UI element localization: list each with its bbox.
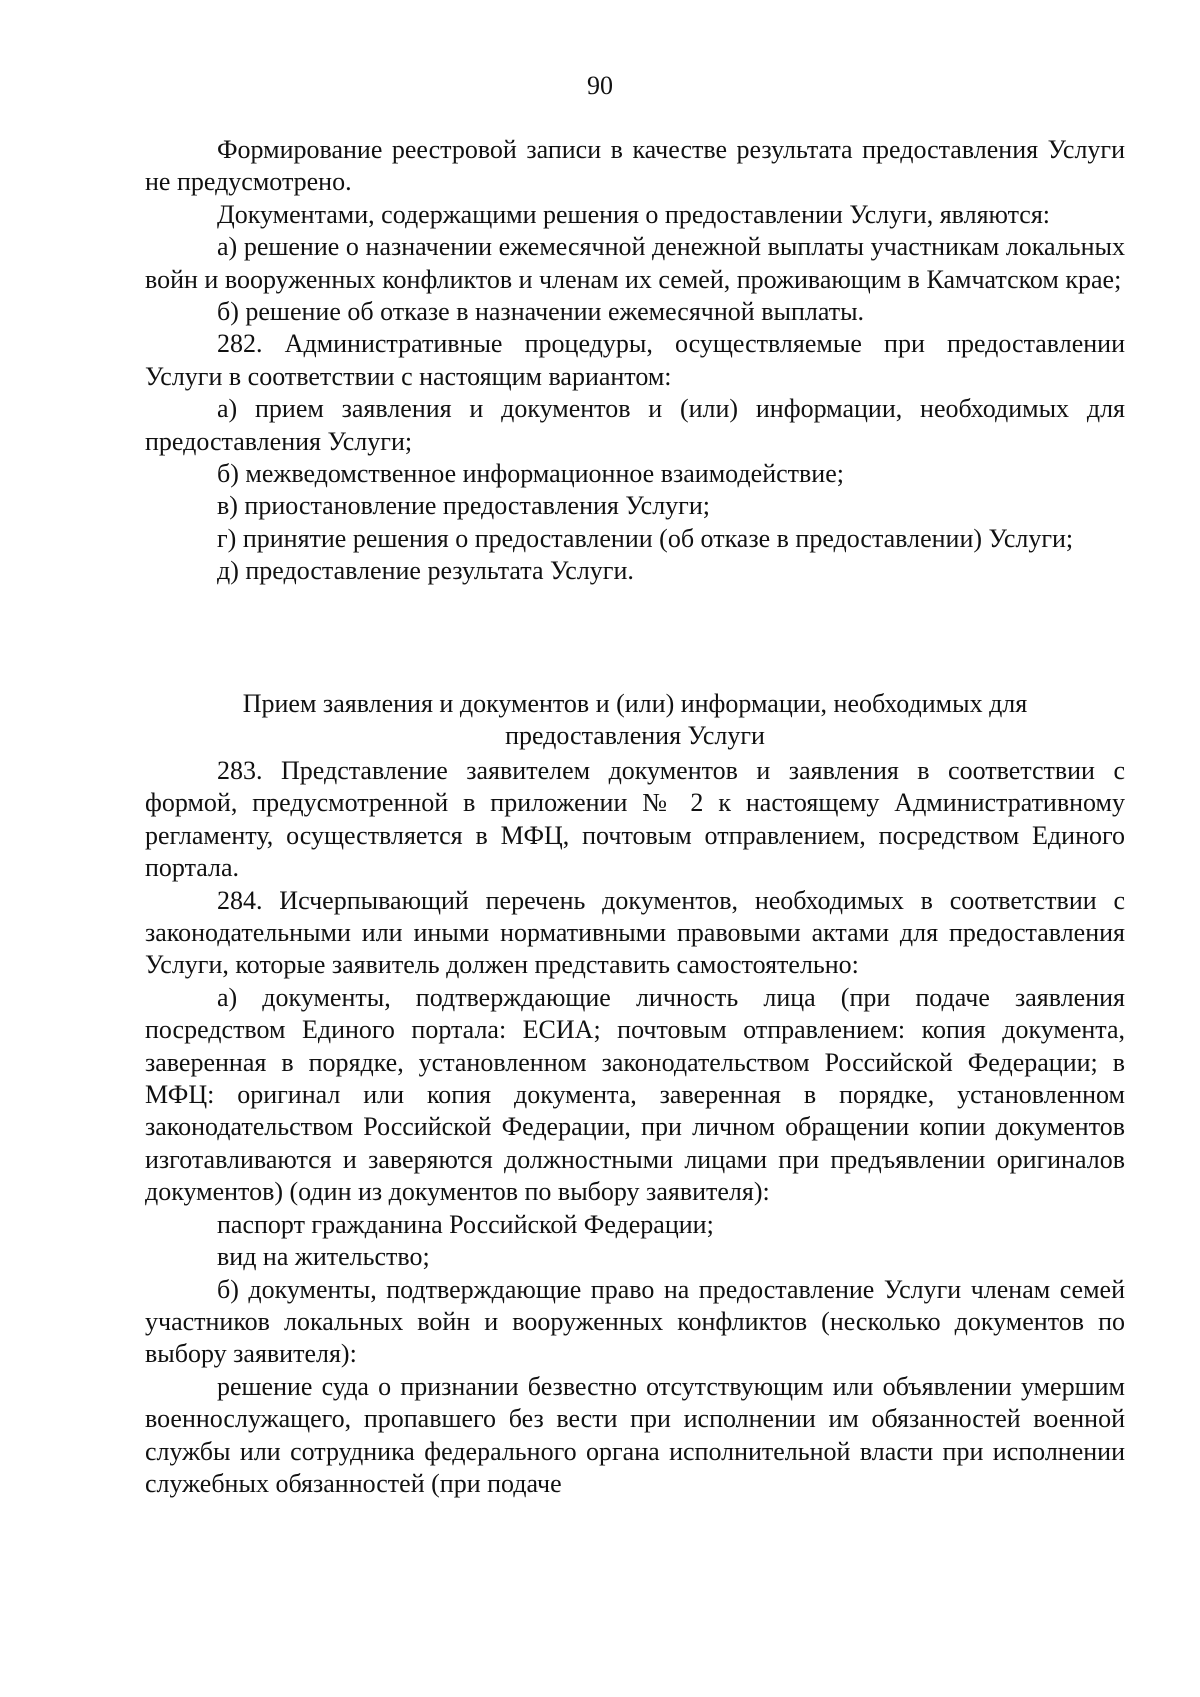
paragraph-282: 282. Административные процедуры, осуществляемые при предоставлении Услуги в соответствии с настоящим вариантом:: [145, 329, 1125, 391]
paragraph-284-item-a: а) документы, подтверждающие личность лица (при подаче заявления посредством Единого портала: ЕСИА; почтовым отправлением: копия документа, заверенная в порядке, установленном законодательством Российской Федерации; в МФЦ: оригинал или копия документа, заверенная в порядке, установленном законодательством Российской Федерации, при личном обращении копии документов изготавливаются и заверяются должностными лицами при предъявлении оригиналов документов) (один из документов по выбору заявителя):: [145, 982, 1125, 1207]
section-heading-line-2: предоставления Услуги: [505, 721, 765, 751]
paragraph-item-b-refusal: б) решение об отказе в назначении ежемесячной выплаты.: [217, 297, 865, 327]
paragraph-item-a-decision: а) решение о назначении ежемесячной денежной выплаты участникам локальных войн и вооруженных конфликтов и членам их семей, проживающим в Камчатском крае;: [145, 232, 1125, 294]
body-text-bottom: [145, 755, 1125, 1500]
section-heading-line-1: Прием заявления и документов и (или) информации, необходимых для: [242, 689, 1028, 718]
paragraph-282-item-d: д) предоставление результата Услуги.: [217, 556, 634, 586]
paragraph-decision-documents: Документами, содержащими решения о предоставлении Услуги, являются:: [217, 199, 1051, 229]
list-item-passport: паспорт гражданина Российской Федерации;: [217, 1209, 714, 1239]
paragraph-282-item-g: г) принятие решения о предоставлении (об отказе в предоставлении) Услуги;: [217, 523, 1074, 553]
body-text-top: [145, 134, 1125, 588]
page-number: 90: [587, 71, 613, 100]
paragraph-282-item-b: б) межведомственное информационное взаимодействие;: [217, 459, 844, 489]
paragraph-282-item-v: в) приостановление предоставления Услуги;: [217, 491, 710, 521]
paragraph-283: 283. Представление заявителем документов и заявления в соответствии с формой, предусмотренной в приложении № 2 к настоящему Административному регламенту, осуществляется в МФЦ, почтовым отправлением, посредством Единого портала.: [145, 756, 1125, 883]
paragraph-284-item-b: б) документы, подтверждающие право на предоставление Услуги членам семей участников локальных войн и вооруженных конфликтов (несколько документов по выбору заявителя):: [145, 1274, 1125, 1369]
paragraph-court-decision: решение суда о признании безвестно отсутствующим или объявлении умершим военнослужащего, пропавшего без вести при исполнении им обязанностей военной службы или сотрудника федерального органа исполнительной власти при исполнении служебных обязанностей (при подаче: [145, 1371, 1125, 1498]
section-heading: [145, 688, 1125, 753]
paragraph-registry-record: Формирование реестровой записи в качестве результата предоставления Услуги не предусмотрено.: [145, 135, 1125, 197]
paragraph-284: 284. Исчерпывающий перечень документов, необходимых в соответствии с законодательными или иными нормативными правовыми актами для предоставления Услуги, которые заявитель должен представить самостоятельно:: [145, 885, 1125, 980]
paragraph-282-item-a: а) прием заявления и документов и (или) информации, необходимых для предоставления Услуги;: [145, 394, 1125, 456]
list-item-residence-permit: вид на жительство;: [217, 1242, 430, 1272]
